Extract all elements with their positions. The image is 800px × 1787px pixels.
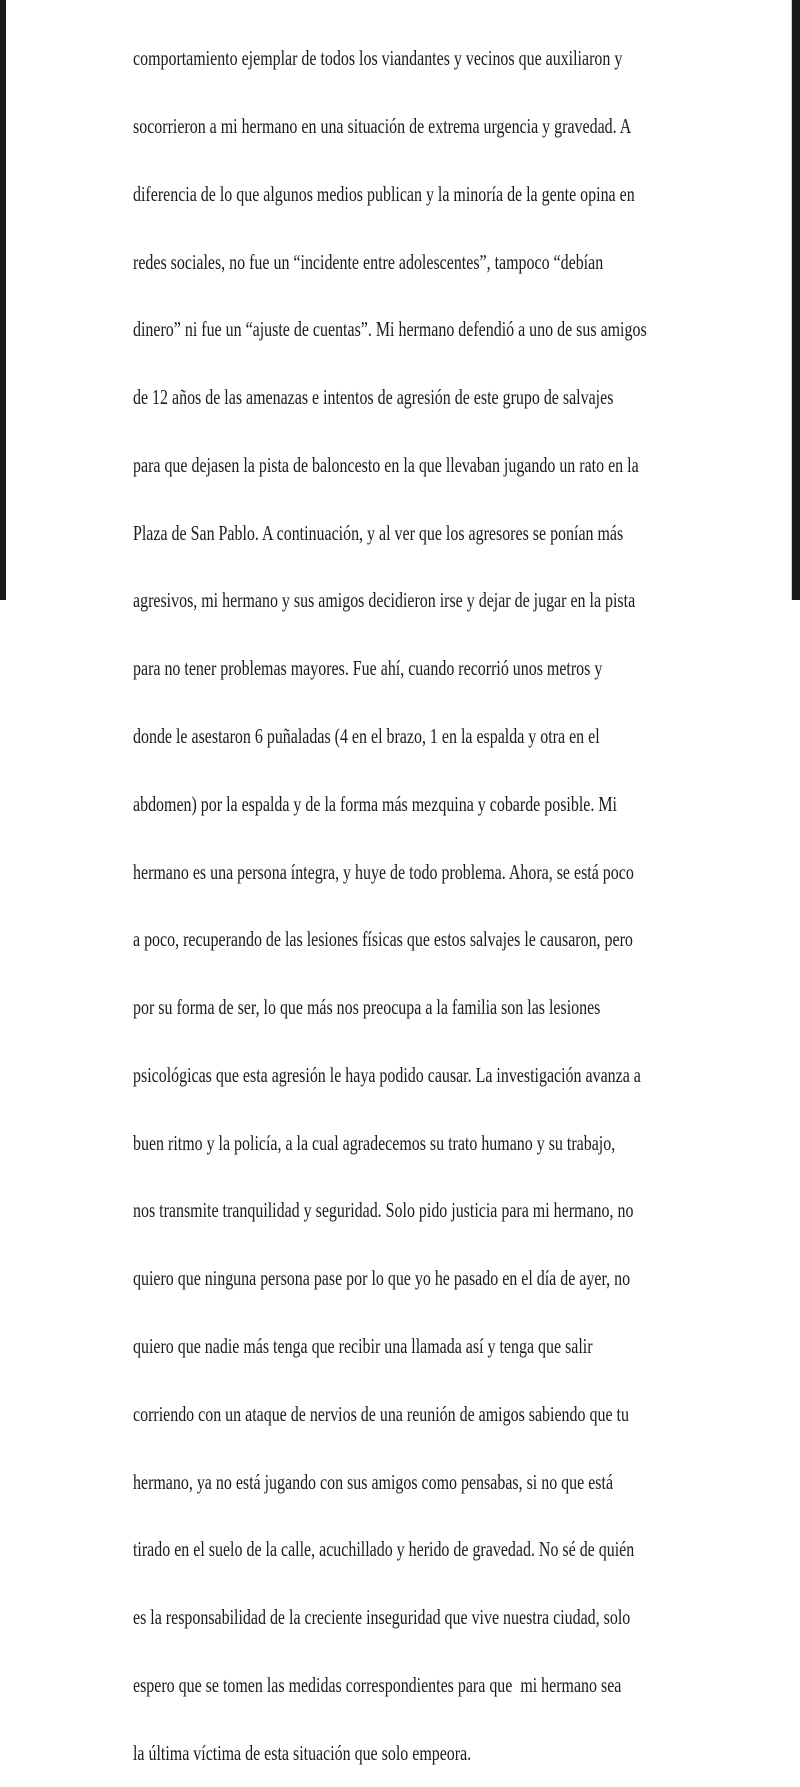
text-line: para que dejasen la pista de baloncesto en la que llevaban jugando un rato en la [133,452,639,477]
text-line: diferencia de lo que algunos medios publican y la minoría de la gente opina en [133,181,635,206]
text-line: corriendo con un ataque de nervios de una reunión de amigos sabiendo que tu [133,1401,629,1426]
right-black-bar [791,0,800,600]
text-line: para no tener problemas mayores. Fue ahí, cuando recorrió unos metros y [133,656,603,681]
text-line: quiero que nadie más tenga que recibir una llamada así y tenga que salir [133,1334,593,1359]
text-line: abdomen) por la espalda y de la forma más mezquina y cobarde posible. Mi [133,791,617,816]
text-line: hermano es una persona íntegra, y huye de todo problema. Ahora, se está poco [133,859,634,884]
text-line: es la responsabilidad de la creciente inseguridad que vive nuestra ciudad, solo [133,1605,631,1630]
text-line: psicológicas que esta agresión le haya podido causar. La investigación avanza a [133,1062,641,1087]
text-line: por su forma de ser, lo que más nos preocupa a la familia son las lesiones [133,995,601,1020]
text-line: donde le asestaron 6 puñaladas (4 en el brazo, 1 en la espalda y otra en el [133,724,600,748]
text-line: espero que se tomen las medidas correspondientes para que mi hermano sea [133,1672,622,1697]
text-line: agresivos, mi hermano y sus amigos decidieron irse y dejar de jugar en la pista [133,588,636,613]
text-line: socorrieron a mi hermano en una situación de extrema urgencia y gravedad. A [133,113,632,138]
left-black-bar [0,0,6,600]
text-line: quiero que ninguna persona pase por lo que yo he pasado en el día de ayer, no [133,1266,631,1291]
text-line: hermano, ya no está jugando con sus amigos como pensabas, si no que está [133,1469,614,1494]
text-line: la última víctima de esta situación que solo empeora. [133,1740,472,1765]
text-line: dinero” ni fue un “ajuste de cuentas”. Mi hermano defendió a uno de sus amigos [133,317,647,342]
text-line: comportamiento ejemplar de todos los viandantes y vecinos que auxiliaron y [133,46,623,71]
text-line: de 12 años de las amenazas e intentos de agresión de este grupo de salvajes [133,385,614,410]
text-line: Plaza de San Pablo. A continuación, y al ver que los agresores se ponían más [133,520,624,545]
text-line: redes sociales, no fue un “incidente entre adolescentes”, tampoco “debían [133,249,604,274]
text-line: a poco, recuperando de las lesiones físicas que estos salvajes le causaron, pero [133,927,633,952]
article-text-block [133,2,670,1787]
text-line: nos transmite tranquilidad y seguridad. Solo pido justicia para mi hermano, no [133,1198,634,1223]
text-line: buen ritmo y la policía, a la cual agradecemos su trato humano y su trabajo, [133,1130,616,1155]
text-line: tirado en el suelo de la calle, acuchillado y herido de gravedad. No sé de quién [133,1537,635,1562]
